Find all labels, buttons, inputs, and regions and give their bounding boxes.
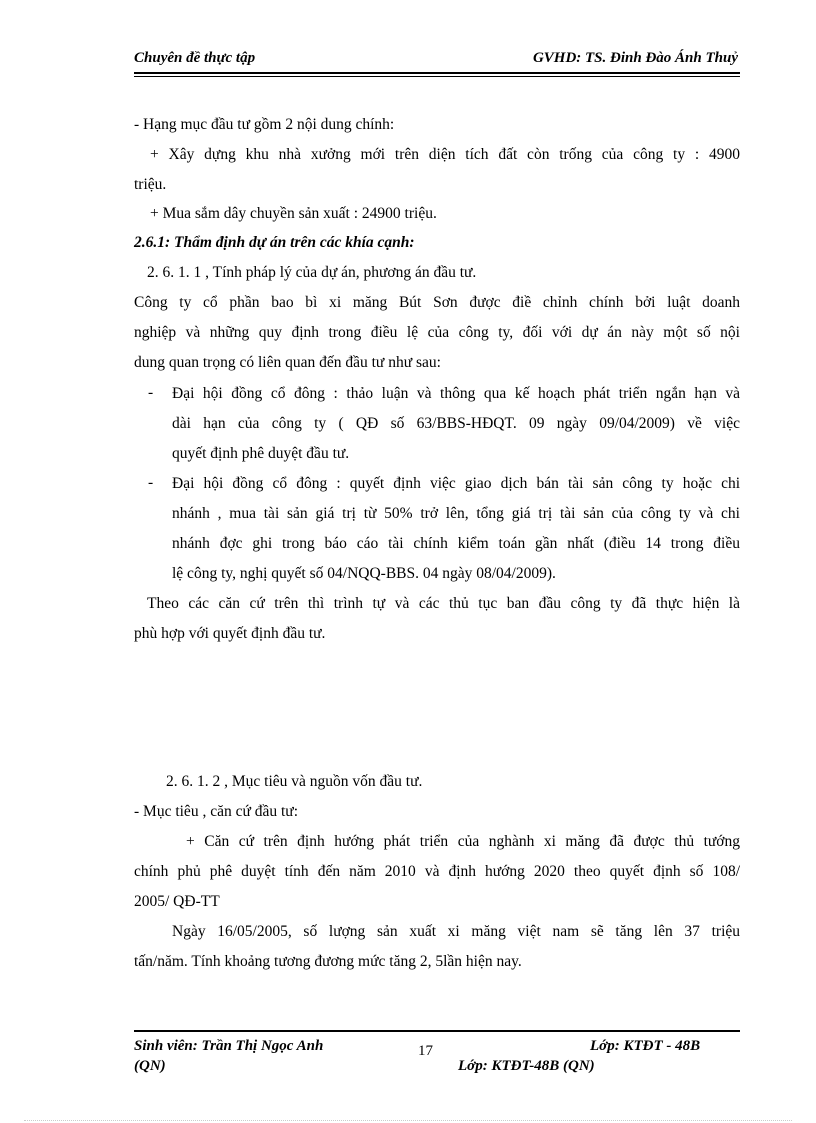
footer-class: Lớp: KTĐT - 48B [590,1038,701,1054]
paragraph-production-line1: Ngày 16/05/2005, số lượng sản xuất xi măng việt nam sẽ tăng lên 37 triệu [172,923,740,940]
paragraph-investment-items: - Hạng mục đầu tư gồm 2 nội dung chính: [134,116,395,133]
paragraph-orientation-line2: chính phủ phê duyệt tính đến năm 2010 và định hướng 2020 theo quyết định số 108/ [134,863,740,880]
paragraph-company-line1: Công ty cổ phần bao bì xi măng Bút Sơn được điề chỉnh chính bởi luật doanh [134,294,740,311]
paragraph-conclusion-line2: phù hợp với quyết định đầu tư. [134,625,326,642]
section-heading: 2.6.1: Thẩm định dự án trên các khía cạnh: [134,234,415,251]
subsection-objectives: 2. 6. 1. 2 , Mục tiêu và nguồn vốn đầu tư. [166,773,423,790]
paragraph-conclusion-line1: Theo các căn cứ trên thì trình tự và các thủ tục ban đầu công ty đã thực hiện là [147,595,740,612]
bullet2-line3: nhánh đợc ghi trong báo cáo tài chính kiểm toán gần nhất (điều 14 trong điều [172,535,740,552]
page-edge-dotted [24,1120,792,1121]
paragraph-orientation-line3: 2005/ QĐ-TT [134,893,220,910]
paragraph-orientation-line1: + Căn cứ trên định hướng phát triển của nghành xi măng đã được thủ tướng [186,833,740,850]
bullet2-line1: Đại hội đồng cổ đông : quyết định việc giao dịch bán tài sản công ty hoặc chi [172,475,740,492]
item-production-line: + Mua sắm dây chuyền sản xuất : 24900 triệu. [150,205,437,222]
header-supervisor: GVHD: TS. Đinh Đào Ánh Thuỷ [532,50,738,66]
paragraph-objectives: - Mục tiêu , căn cứ đầu tư: [134,803,298,820]
bullet2-line2: nhánh , mua tài sản giá trị từ 50% trở lên, tổng giá trị tài sản của công ty và chi [172,505,740,522]
footer-rule [134,1030,740,1032]
bullet1-line2: dài hạn của công ty ( QĐ số 63/BBS-HĐQT. 09 ngày 09/04/2009) về việc [172,415,740,432]
bullet-dash: - [148,474,154,491]
item-workshop-line2: triệu. [134,176,167,193]
bullet-dash: - [148,384,154,401]
header-rule [134,72,740,74]
header-title: Chuyên đề thực tập [134,50,256,66]
paragraph-company-line3: dung quan trọng có liên quan đến đầu tư như sau: [134,354,441,371]
paragraph-production-line2: tấn/năm. Tính khoảng tương đương mức tăng 2, 5lần hiện nay. [134,953,522,970]
subsection-legal: 2. 6. 1. 1 , Tính pháp lý của dự án, phương án đầu tư. [147,264,477,281]
page-number: 17 [418,1043,433,1059]
bullet1-line1: Đại hội đồng cổ đông : thảo luận và thông qua kế hoạch phát triển ngắn hạn và [172,385,740,402]
bullet1-line3: quyết định phê duyệt đầu tư. [172,445,350,462]
header-rule-thin [134,76,740,77]
footer-qn: (QN) [134,1058,166,1074]
footer-student: Sinh viên: Trần Thị Ngọc Anh [134,1038,324,1054]
footer-class-qn: Lớp: KTĐT-48B (QN) [458,1058,595,1074]
paragraph-company-line2: nghiệp và những quy định trong điều lệ của công ty, đối với dự án này một số nội [134,324,740,341]
item-workshop-line1: + Xây dựng khu nhà xưởng mới trên diện tích đất còn trống của công ty : 4900 [150,146,740,163]
bullet2-line4: lệ công ty, nghị quyết số 04/NQQ-BBS. 04 ngày 08/04/2009). [172,565,556,582]
